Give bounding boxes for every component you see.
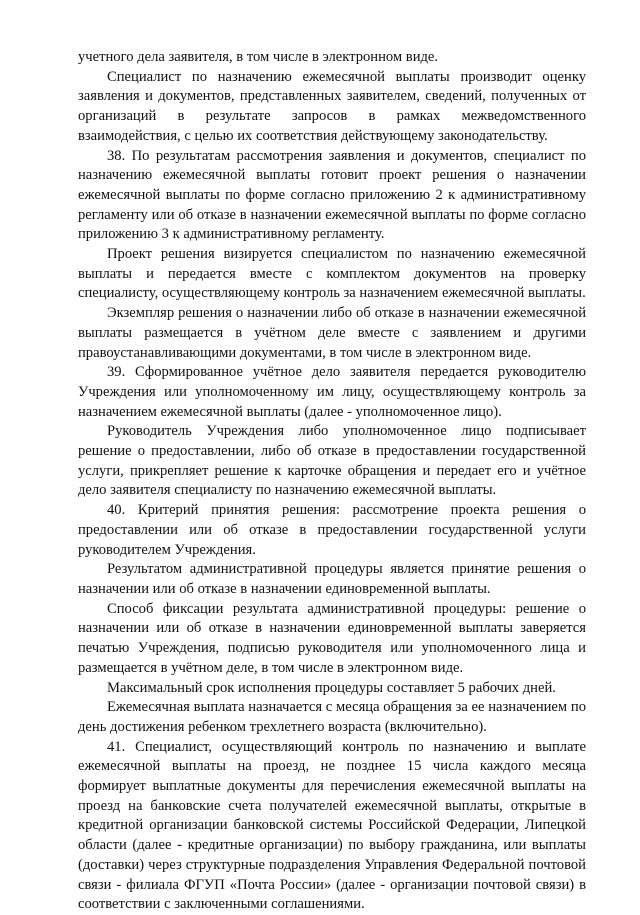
paragraph-39: 39. Сформированное учётное дело заявителя передается руководителю Учреждения или уполномоченному им лицу, осуществляющему контроль за назначением ежемесячной выплаты (далее - уполномоченное лицо). — [78, 364, 586, 420]
paragraph-40: 40. Критерий принятия решения: рассмотрение проекта решения о предоставлении или об отказе в предоставлении государственной услуги руководителем Учреждения. — [78, 502, 586, 558]
document-page — [78, 48, 586, 915]
paragraph-max-term: Максимальный срок исполнения процедуры составляет 5 рабочих дней. — [107, 679, 556, 696]
paragraph-41: 41. Специалист, осуществляющий контроль по назначению и выплате ежемесячной выплаты на проезд, не позднее 15 числа каждого месяца формирует выплатные документы для перечисления ежемесячной выплаты на проезд на банковские счета получателей ежемесячной выплаты, открытые в кредитной организации банковской системы Российской Федерации, Липецкой области (далее - кредитные организации) по выбору гражданина, или выплаты (доставки) через структурные подразделения Управления Федеральной почтовой связи - филиала ФГУП «Почта России» (далее - организации почтовой связи) в соответствии с заключенными соглашениями. — [78, 738, 586, 913]
paragraph-evaluation: Специалист по назначению ежемесячной выплаты производит оценку заявления и документов, представленных заявителем, сведений, полученных от организаций в результате запросов в рамках межведомственного взаимодействия, с целью их соответствия действующему законодательству. — [78, 68, 586, 144]
paragraph-38: 38. По результатам рассмотрения заявления и документов, специалист по назначению ежемесячной выплаты готовит проект решения о назначении ежемесячной выплаты по форме согласно приложению 2 к административному регламенту или об отказе в назначении ежемесячной выплаты по форме согласно приложению 3 к административному регламенту. — [78, 147, 586, 243]
paragraph-decision-copy: Экземпляр решения о назначении либо об отказе в назначении ежемесячной выплаты размещается в учётном деле вместе с заявлением и другими правоустанавливающими документами, в том числе в электронном виде. — [78, 305, 586, 361]
paragraph-fixation: Способ фиксации результата административной процедуры: решение о назначении или об отказе в назначении единовременной выплаты заверяется печатью Учреждения, подписью руководителя или уполномоченного лица и размещается в учётном деле, в том числе в электронном виде. — [78, 600, 586, 676]
paragraph-payment-period: Ежемесячная выплата назначается с месяца обращения за ее назначением по день достижения ребенком трехлетнего возраста (включительно). — [78, 699, 586, 735]
paragraph-result: Результатом административной процедуры является принятие решения о назначении или об отказе в назначении единовременной выплаты. — [78, 561, 586, 597]
paragraph-draft-decision: Проект решения визируется специалистом по назначению ежемесячной выплаты и передается вместе с комплектом документов на проверку специалисту, осуществляющему контроль за назначением ежемесячной выплаты. — [78, 246, 586, 302]
paragraph-head-signs: Руководитель Учреждения либо уполномоченное лицо подписывает решение о предоставлении, либо об отказе в предоставлении государственной услуги, прикрепляет решение к карточке обращения и передает его и учётное дело заявителя специалисту по назначению ежемесячной выплаты. — [78, 423, 586, 499]
paragraph-continuation: учетного дела заявителя, в том числе в электронном виде. — [78, 49, 439, 65]
